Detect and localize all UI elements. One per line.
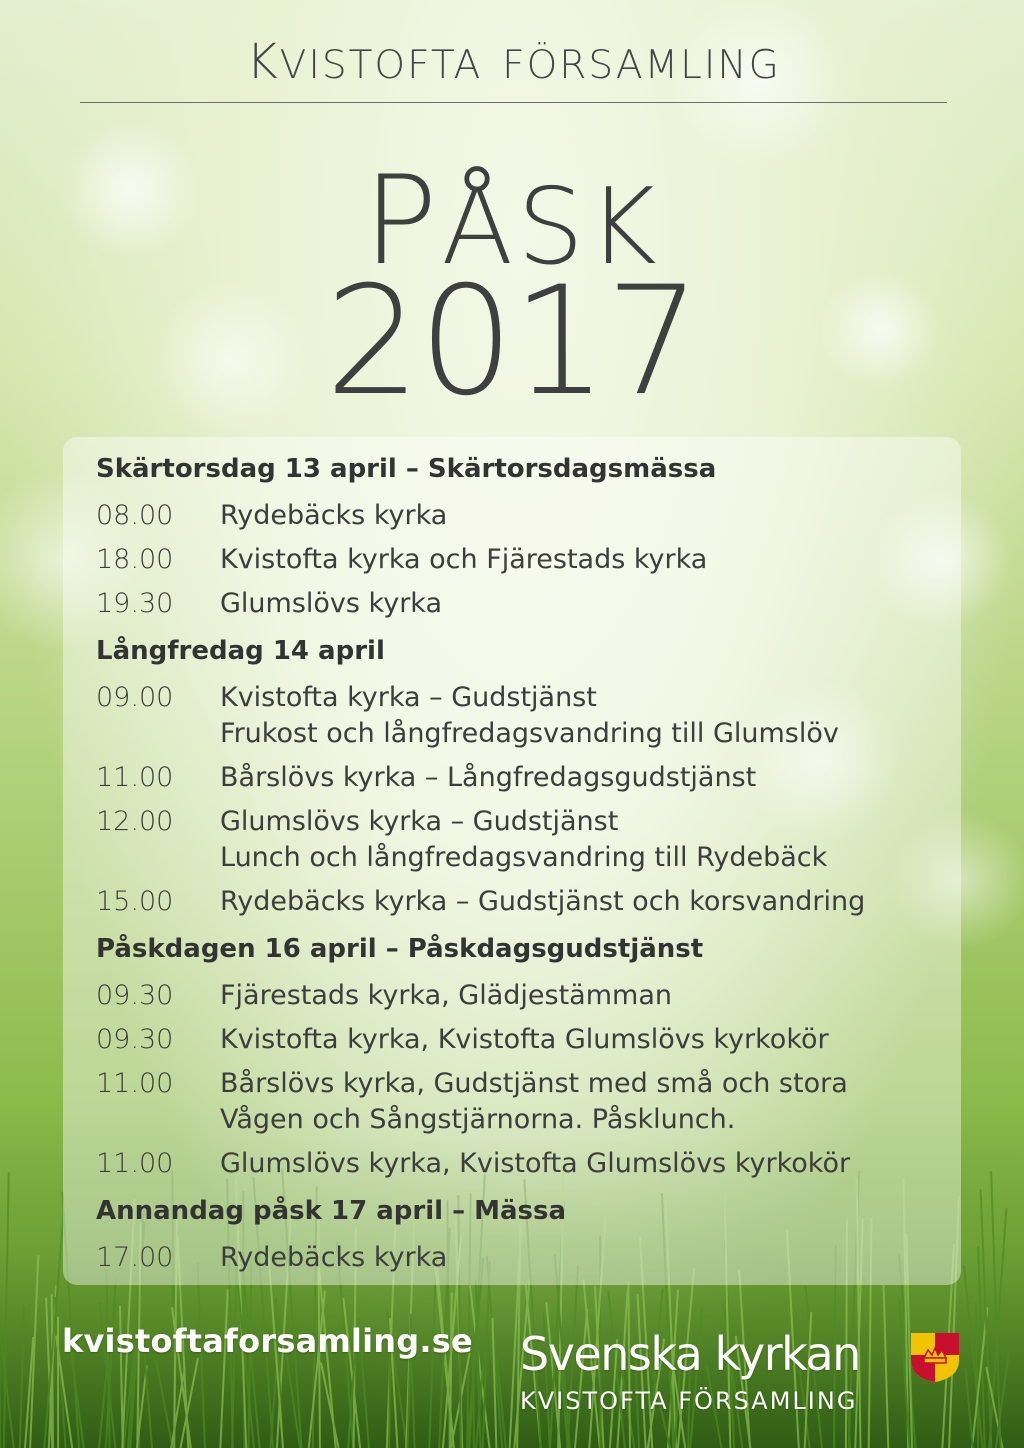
- service-line: Rydebäcks kyrka: [220, 500, 448, 531]
- service-line: Bårslövs kyrka – Långfredagsgudstjänst: [220, 762, 757, 793]
- service-time: 15.00: [96, 886, 174, 917]
- service-line: Bårslövs kyrka, Gudstjänst med små och stora: [220, 1068, 848, 1099]
- service-time: 11.00: [96, 1068, 174, 1099]
- service-time: 09.30: [96, 1024, 174, 1055]
- service-time: 18.00: [96, 544, 174, 575]
- section-heading: Skärtorsdag 13 april – Skärtorsdagsmässa: [96, 454, 717, 484]
- service-time: 09.30: [96, 980, 174, 1011]
- schedule-row: [96, 760, 956, 796]
- schedule-row: [96, 680, 956, 752]
- schedule-section: [96, 634, 956, 920]
- service-time: 12.00: [96, 806, 174, 837]
- service-time: 11.00: [96, 1148, 174, 1179]
- header: [80, 14, 947, 103]
- section-heading: Långfredag 14 april: [96, 636, 385, 666]
- service-line: Glumslövs kyrka: [220, 588, 443, 619]
- service-time: 09.00: [96, 682, 174, 713]
- schedule-row: [96, 542, 956, 578]
- service-description: [220, 978, 672, 1014]
- schedule-section: [96, 932, 956, 1182]
- service-line: Rydebäcks kyrka – Gudstjänst och korsvandring: [220, 886, 866, 917]
- grass-blade: [473, 1337, 474, 1448]
- poster-title: påsk: [363, 100, 661, 305]
- service-description: [220, 542, 707, 578]
- service-time: 11.00: [96, 762, 174, 793]
- section-heading: Annandag påsk 17 april – Mässa: [96, 1196, 567, 1226]
- website-link[interactable]: kvistoftaforsamling.se: [62, 1322, 473, 1360]
- service-time: 17.00: [96, 1242, 174, 1273]
- schedule-row: [96, 804, 956, 876]
- parish-title: kvistofta församling: [246, 16, 781, 95]
- service-line: Vågen och Sångstjärnorna. Påsklunch.: [220, 1104, 736, 1135]
- schedule-list: [96, 452, 956, 1288]
- service-time: 19.30: [96, 588, 174, 619]
- service-description: [220, 1022, 829, 1058]
- service-time: 08.00: [96, 500, 174, 531]
- schedule-section: [96, 452, 956, 622]
- section-heading: Påskdagen 16 april – Påskdagsgudstjänst: [96, 934, 704, 964]
- service-description: [220, 1066, 848, 1138]
- service-description: [220, 586, 442, 622]
- svenska-kyrkan-logo: [520, 1326, 970, 1416]
- brand-subtitle: KVISTOFTA FÖRSAMLING: [520, 1387, 858, 1415]
- schedule-row: [96, 1146, 956, 1182]
- poster-year: 2017: [325, 255, 699, 429]
- service-description: [220, 1146, 850, 1182]
- schedule-section: [96, 1194, 956, 1276]
- service-description: [220, 498, 447, 534]
- schedule-row: [96, 884, 956, 920]
- brand-name: Svenska kyrkan: [520, 1327, 860, 1381]
- schedule-row: [96, 586, 956, 622]
- service-line: Fjärestads kyrka, Glädjestämman: [220, 980, 672, 1011]
- service-line: Kvistofta kyrka och Fjärestads kyrka: [220, 544, 708, 575]
- schedule-row: [96, 1066, 956, 1138]
- church-shield-icon: [908, 1330, 962, 1384]
- service-line: Kvistofta kyrka, Kvistofta Glumslövs kyrkokör: [220, 1024, 829, 1055]
- service-line: Glumslövs kyrka – Gudstjänst: [220, 806, 619, 837]
- schedule-row: [96, 1240, 956, 1276]
- service-description: [220, 884, 865, 920]
- schedule-row: [96, 1022, 956, 1058]
- service-line: Glumslövs kyrka, Kvistofta Glumslövs kyrkokör: [220, 1148, 851, 1179]
- service-line: Lunch och långfredagsvandring till Rydebäck: [220, 842, 828, 873]
- service-line: Kvistofta kyrka – Gudstjänst: [220, 682, 597, 713]
- service-description: [220, 760, 756, 796]
- service-description: [220, 1240, 447, 1276]
- service-line: Rydebäcks kyrka: [220, 1242, 448, 1273]
- grass-blade: [389, 1350, 390, 1448]
- service-description: [220, 804, 827, 876]
- schedule-row: [96, 498, 956, 534]
- service-description: [220, 680, 839, 752]
- service-line: Frukost och långfredagsvandring till Glumslöv: [220, 718, 839, 749]
- schedule-row: [96, 978, 956, 1014]
